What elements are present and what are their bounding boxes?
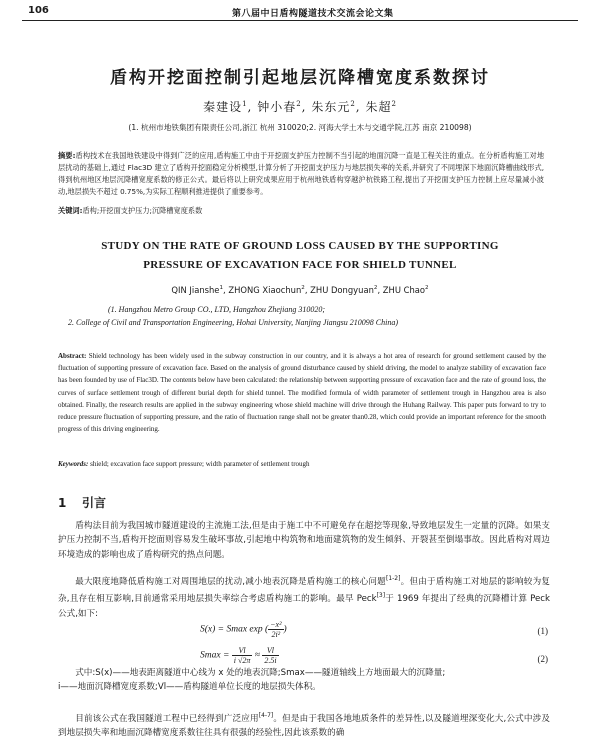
body-paragraph: 最大限度地降低盾构施工对周围地层的扰动,减小地表沉降是盾构施工的核心问题[1-2]。但由于盾构施工对地层的影响较为复杂,且存在相互影响,目前通常采用地层损失率综合考虑盾构施工的影响。最早 Peck[3]于 1969 年提出了经典的沉降槽计算 Peck 公式,如下: bbox=[58, 575, 550, 619]
body-paragraph: 盾构法目前为我国城市隧道建设的主流施工法,但是由于施工中不可避免存在超挖等现象,导致地层发生一定量的沉降。如果支护压力控制不当,盾构开挖面则容易发生破坏事故,引起地中构筑物和地面建筑物的发生倾斜、开裂甚至倒塌事故。因此盾构对周边环境造成的影响也成了盾构研究的热点问题。 bbox=[58, 521, 550, 560]
body-paragraph: 目前该公式在我国隧道工程中已经得到广泛应用[4-7]。但是由于我国各地地质条件的差异性,以及隧道埋深变化大,公式中涉及到地层损失率和地面沉降槽宽度系数往往具有很强的经验性,因此该系数的确 bbox=[58, 712, 550, 739]
title-en-line: STUDY ON THE RATE OF GROUND LOSS CAUSED BY THE SUPPORTING bbox=[101, 240, 499, 252]
author-cn: 秦建设 bbox=[203, 100, 243, 114]
running-header bbox=[22, 4, 578, 21]
author-cn: 钟小春 bbox=[257, 100, 297, 114]
section-title: 引言 bbox=[82, 496, 107, 510]
affiliation-en-line: 2. College of Civil and Transportation Engineering, Hohai University, Nanjing Jiangsu 210098 China) bbox=[68, 318, 398, 327]
author-en: ZHU Dongyuan bbox=[310, 285, 374, 295]
paper-title-cn: 盾构开挖面控制引起地层沉降槽宽度系数探讨 bbox=[110, 68, 490, 88]
page-number: 106 bbox=[28, 5, 49, 16]
citation: [3] bbox=[376, 592, 386, 600]
keywords-label-cn: 关键词: bbox=[58, 206, 83, 215]
author-list-cn: 秦建设$^1$, 钟小春$^2$, 朱东元$^2$, 朱超$^2$ bbox=[203, 100, 397, 114]
author-en: ZHU Chao bbox=[382, 285, 426, 295]
abstract-label-cn: 摘要: bbox=[58, 151, 76, 160]
author-en: ZHONG Xiaochun bbox=[228, 285, 302, 295]
author-cn: 朱东元 bbox=[311, 100, 351, 114]
author-cn: 朱超 bbox=[365, 100, 392, 114]
affiliation-en bbox=[68, 303, 548, 329]
journal-name: 第八届中日盾构隧道技术交流会论文集 bbox=[232, 9, 394, 19]
affiliation-cn: (1. 杭州市地铁集团有限责任公司,浙江 杭州 310020;2. 河海大学土木与交通学院,江苏 南京 210098) bbox=[128, 123, 472, 132]
keywords-en bbox=[58, 460, 546, 468]
equation-2: Smax = $\frac{Vl}{i √2\pi}$ ≈ $\frac{Vl}{2.5i}$ bbox=[200, 646, 277, 665]
abstract-cn bbox=[58, 150, 544, 198]
keywords-label-en: Keywords: bbox=[58, 460, 89, 468]
abstract-text-en: Shield technology has been widely used in the subway construction in our country, and it is always a hot area of research for ground settlement caused by the fluctuation of supporting pressure of excavation face. Based on the analysis of ground disturbance caused by shield driving, the model to analyze stability of excavation face has been founded by use of Flac3D. The contents below have been calculated: the relationship between supporting pressure of excavation face and the rate of ground loss, the curves of surface settlement trough of different burial depth for shield tunnel. The modified formula of width parameter of settlement trough in Hangzhou area is also obtained. Finally, the research results are applied in the subway engineering whose shield machine will drive through the Huhang Railway. This paper puts forward to try to reduce pressure fluctuation of supporting pressure, and the ratio of fluctuation range shall not be greater than0.28, which could provide an important reference for the smooth progress of this driving engineering. bbox=[58, 352, 546, 434]
abstract-text-cn: 盾构技术在我国地铁建设中得到广泛的应用,盾构施工中由于开挖面支护压力控制不当引起的地面沉降一直是工程关注的重点。在分析盾构施工对地层扰动的基础上,通过 Flac3D 建立了盾构开挖面稳定分析模型,计算分析了开挖面支护压力与地层损失率的关系,并研究了不同埋深下地面沉降槽曲线形式,得到杭州地区地层沉降槽宽度系数的修正公式。最后将以上研究成果应用于杭州地铁盾构穿越沪杭铁路工程,提出了开挖面支护压力控制上应尽量减小波动,地层损失不超过 0.75%,为实际工程顺利推进提供了重要参考。 bbox=[58, 151, 545, 196]
equation-number: (2) bbox=[537, 654, 548, 664]
section-heading bbox=[58, 494, 106, 511]
citation: [4-7] bbox=[258, 712, 274, 719]
citation: [1-2] bbox=[385, 575, 401, 582]
affiliation-en-line: (1. Hangzhou Metro Group CO., LTD, Hangzhou Zhejiang 310020; bbox=[108, 305, 326, 314]
author-en: QIN Jianshe bbox=[171, 285, 220, 295]
keywords-cn bbox=[58, 206, 544, 216]
author-list-en: QIN Jianshe$^1$, ZHONG Xiaochun$^2$, ZHU Dongyuan$^2$, ZHU Chao$^2$ bbox=[171, 285, 429, 295]
equation-number: (1) bbox=[537, 626, 548, 636]
abstract-en bbox=[58, 350, 546, 435]
abstract-label-en: Abstract: bbox=[58, 352, 87, 360]
title-en-line: PRESSURE OF EXCAVATION FACE FOR SHIELD TUNNEL bbox=[143, 259, 457, 271]
equation-variables: 式中:S(x)——地表距离隧道中心线为 x 处的地表沉降;Smax——隧道轴线上方地面最大的沉降量; i——地面沉降槽宽度系数;Vl——盾构隧道单位长度的地层损失体积。 bbox=[58, 668, 446, 693]
paper-title-en bbox=[0, 237, 600, 275]
keywords-text-cn: 盾构;开挖面支护压力;沉降槽宽度系数 bbox=[82, 206, 203, 215]
keywords-text-en: shield; excavation face support pressure; width parameter of settlement trough bbox=[90, 460, 310, 468]
section-number: 1 bbox=[58, 496, 67, 510]
equation-1: S(x) = Smax exp ( $\frac{\text{−x²}}{\text{2i²}}$ ) bbox=[200, 620, 287, 639]
